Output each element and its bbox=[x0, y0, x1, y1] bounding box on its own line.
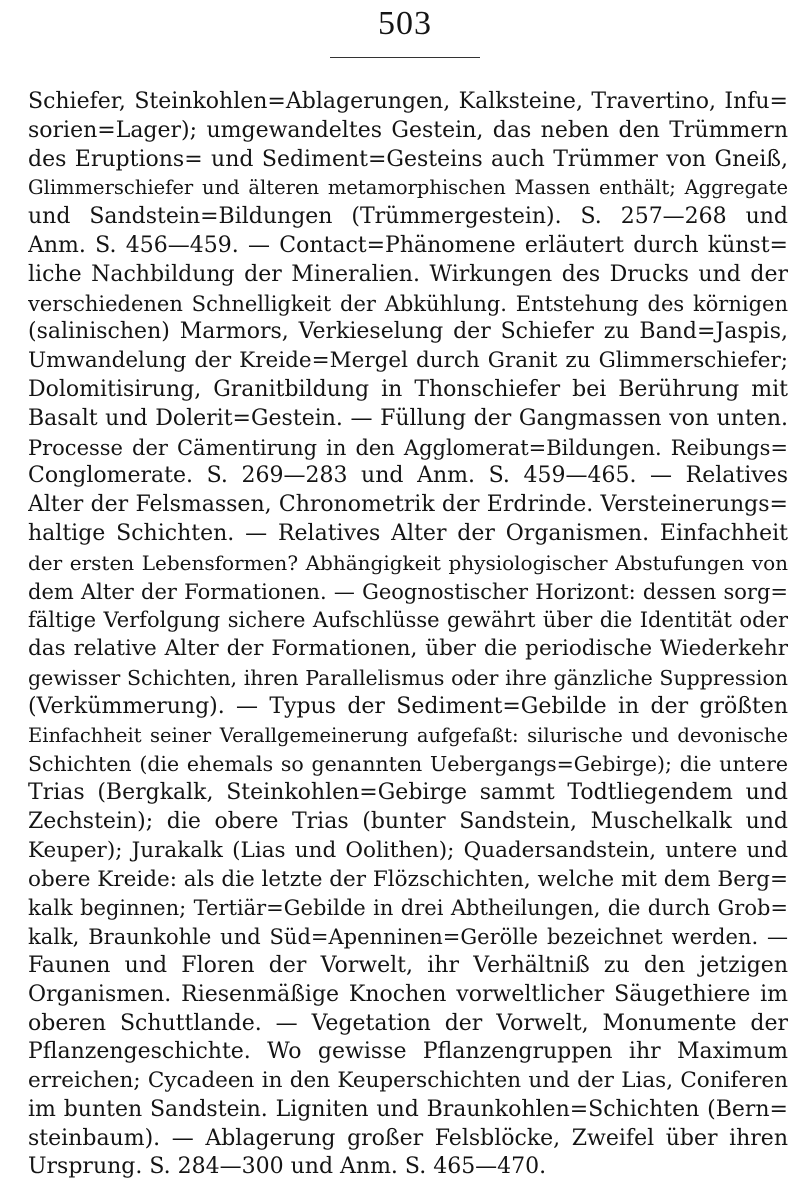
text-line: (Verkümmerung). — Typus der Sediment=Gebilde in der größten bbox=[28, 693, 788, 719]
text-line: kalk beginnen; Tertiär=Gebilde in drei Abtheilungen, die durch Grob= bbox=[28, 896, 788, 921]
text-line: (salinischen) Marmors, Verkieselung der Schiefer zu Band=Jaspis, bbox=[28, 319, 788, 345]
body-text bbox=[28, 88, 788, 1182]
text-line: Dolomitisirung, Granitbildung in Thonschiefer bei Berührung mit bbox=[28, 376, 788, 402]
text-line: gewisser Schichten, ihren Parallelismus oder ihre gänzliche Suppression bbox=[28, 665, 788, 690]
text-line: kalk, Braunkohle und Süd=Apenninen=Gerölle bezeichnet werden. — bbox=[28, 925, 788, 950]
text-line: liche Nachbildung der Mineralien. Wirkungen des Drucks und der bbox=[28, 261, 788, 287]
text-line: Faunen und Floren der Vorwelt, ihr Verhältniß zu den jetzigen bbox=[28, 952, 788, 978]
text-line: oberen Schuttlande. — Vegetation der Vorwelt, Monumente der bbox=[28, 1010, 788, 1036]
text-line: der ersten Lebensformen? Abhängigkeit physiologischer Abstufungen von bbox=[28, 550, 788, 575]
text-line: dem Alter der Formationen. — Geognostischer Horizont: dessen sorg= bbox=[28, 579, 788, 604]
text-line: das relative Alter der Formationen, über die periodische Wiederkehr bbox=[28, 636, 788, 662]
text-line: Ursprung. S. 284—300 und Anm. S. 465—470. bbox=[28, 1154, 547, 1180]
text-line: verschiedenen Schnelligkeit der Abkühlung. Entstehung des körnigen bbox=[28, 291, 788, 316]
text-line: haltige Schichten. — Relatives Alter der Organismen. Einfachheit bbox=[28, 520, 788, 546]
text-line: Basalt und Dolerit=Gestein. — Füllung der Gangmassen von unten. bbox=[28, 405, 788, 431]
page-number: 503 bbox=[378, 5, 432, 42]
text-line: Schichten (die ehemals so genannten Uebergangs=Gebirge); die untere bbox=[28, 752, 788, 777]
text-line: Zechstein); die obere Trias (bunter Sandstein, Muschelkalk und bbox=[28, 808, 788, 834]
text-line: Einfachheit seiner Verallgemeinerung aufgefaßt: silurische und devonische bbox=[28, 723, 788, 747]
text-line: im bunten Sandstein. Ligniten und Braunkohlen=Schichten (Bern= bbox=[28, 1096, 788, 1122]
text-line: Conglomerate. S. 269—283 und Anm. S. 459—465. — Relatives bbox=[28, 463, 788, 489]
text-line: Schiefer, Steinkohlen=Ablagerungen, Kalksteine, Travertino, Infu= bbox=[28, 89, 788, 114]
text-line: des Eruptions= und Sediment=Gesteins auch Trümmer von Gneiß, bbox=[28, 146, 788, 172]
text-line: obere Kreide: als die letzte der Flözschichten, welche mit dem Berg= bbox=[28, 866, 788, 892]
text-line: Processe der Cämentirung in den Agglomerat=Bildungen. Reibungs= bbox=[28, 435, 788, 460]
text-line: Trias (Bergkalk, Steinkohlen=Gebirge sammt Todtliegendem und bbox=[28, 780, 788, 806]
text-line: Anm. S. 456—459. — Contact=Phänomene erläutert durch künst= bbox=[28, 232, 788, 258]
text-line: Glimmerschiefer und älteren metamorphischen Massen enthält; Aggregate bbox=[28, 176, 788, 200]
text-line: und Sandstein=Bildungen (Trümmergestein). S. 257—268 und bbox=[28, 204, 788, 230]
text-line: steinbaum). — Ablagerung großer Felsblöcke, Zweifel über ihren bbox=[28, 1125, 788, 1151]
text-line: erreichen; Cycadeen in den Keuperschichten und der Lias, Coniferen bbox=[28, 1068, 788, 1094]
text-line: Umwandelung der Kreide=Mergel durch Granit zu Glimmerschiefer; bbox=[28, 348, 788, 374]
text-line: Alter der Felsmassen, Chronometrik der Erdrinde. Versteinerungs= bbox=[28, 492, 788, 518]
header-rule bbox=[330, 57, 480, 58]
text-line: sorien=Lager); umgewandeltes Gestein, das neben den Trümmern bbox=[28, 117, 788, 143]
text-line: Organismen. Riesenmäßige Knochen vorweltlicher Säugethiere im bbox=[28, 981, 788, 1007]
text-line: Keuper); Jurakalk (Lias und Oolithen); Quadersandstein, untere und bbox=[28, 837, 788, 863]
text-line: Pflanzengeschichte. Wo gewisse Pflanzengruppen ihr Maximum bbox=[28, 1039, 788, 1065]
text-line: fältige Verfolgung sichere Aufschlüsse gewährt über die Identität oder bbox=[28, 608, 788, 633]
